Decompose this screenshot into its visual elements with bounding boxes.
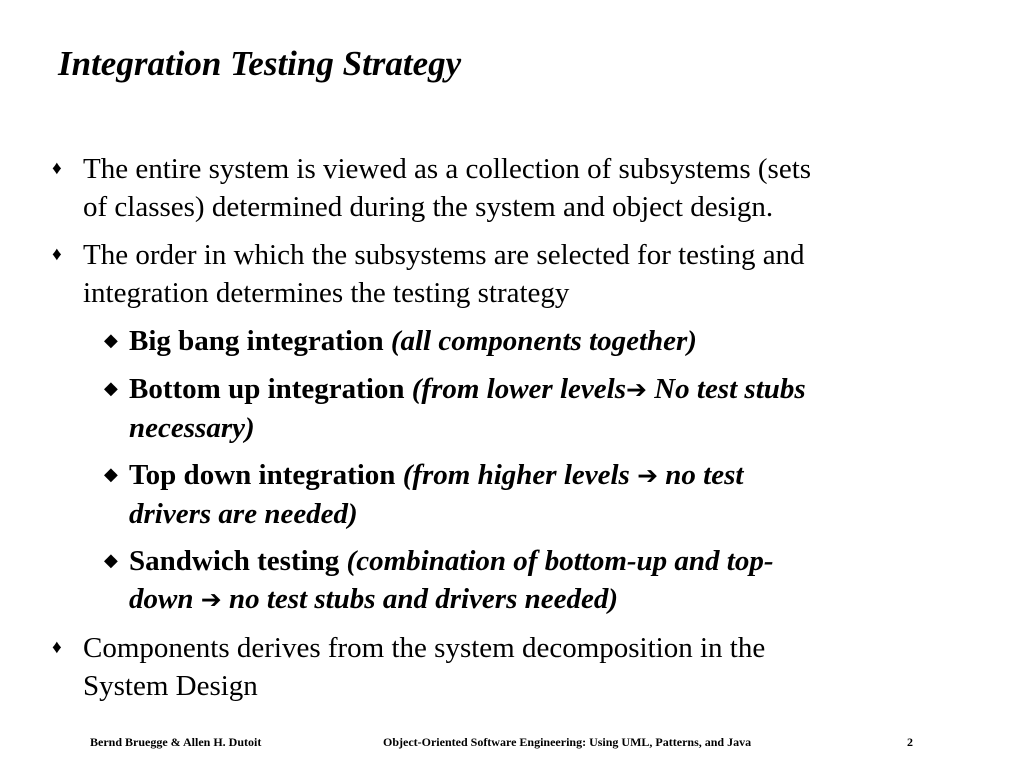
right-arrow-icon: ➔	[625, 375, 647, 404]
strategy-description: no test stubs and drivers needed)	[221, 583, 619, 615]
diamond-bullet-icon: ♦	[52, 244, 62, 265]
strategy-name: Top down integration	[129, 459, 403, 491]
strategy-description: down	[129, 583, 201, 615]
strategy-item-big-bang	[104, 322, 697, 360]
strategy-description: (from lower levels	[411, 373, 626, 405]
diamond-bullet-icon: ◆	[104, 330, 118, 350]
bullet-item	[52, 150, 811, 226]
right-arrow-icon: ➔	[637, 461, 659, 490]
bullet-line: The entire system is viewed as a collection of subsystems (sets	[83, 153, 812, 185]
bullet-item	[52, 236, 805, 312]
diamond-bullet-icon: ◆	[104, 550, 118, 570]
footer-page-number: 2	[907, 735, 913, 749]
strategy-description: (combination of bottom-up and top-	[346, 545, 774, 577]
strategy-description: necessary)	[129, 412, 255, 444]
bullet-item	[52, 629, 765, 705]
bullet-line: System Design	[83, 670, 258, 702]
footer-book-title: Object-Oriented Software Engineering: Using UML, Patterns, and Java	[383, 735, 752, 749]
bullet-line: Components derives from the system decomposition in the	[83, 632, 766, 664]
strategy-description: drivers are needed)	[129, 498, 358, 530]
diamond-bullet-icon: ♦	[52, 158, 62, 179]
strategy-item-top-down	[104, 456, 743, 533]
strategy-item-bottom-up	[104, 370, 806, 447]
bullet-line: of classes) determined during the system and object design.	[83, 191, 774, 223]
strategy-description: No test stubs	[646, 373, 806, 405]
bullet-line: integration determines the testing strategy	[83, 277, 570, 309]
strategy-description: no test	[658, 459, 744, 491]
strategy-name: Big bang integration	[129, 325, 391, 357]
strategy-description: (all components together)	[390, 325, 697, 357]
footer-authors: Bernd Bruegge & Allen H. Dutoit	[90, 735, 262, 749]
strategy-name: Sandwich testing	[129, 545, 347, 577]
slide-title: Integration Testing Strategy	[58, 44, 462, 83]
right-arrow-icon: ➔	[200, 585, 222, 614]
bullet-line: The order in which the subsystems are selected for testing and	[83, 239, 805, 271]
strategy-description: (from higher levels	[402, 459, 638, 491]
diamond-bullet-icon: ◆	[104, 378, 118, 398]
strategy-name: Bottom up integration	[129, 373, 412, 405]
diamond-bullet-icon: ♦	[52, 637, 62, 658]
strategy-item-sandwich	[104, 542, 774, 619]
diamond-bullet-icon: ◆	[104, 464, 118, 484]
